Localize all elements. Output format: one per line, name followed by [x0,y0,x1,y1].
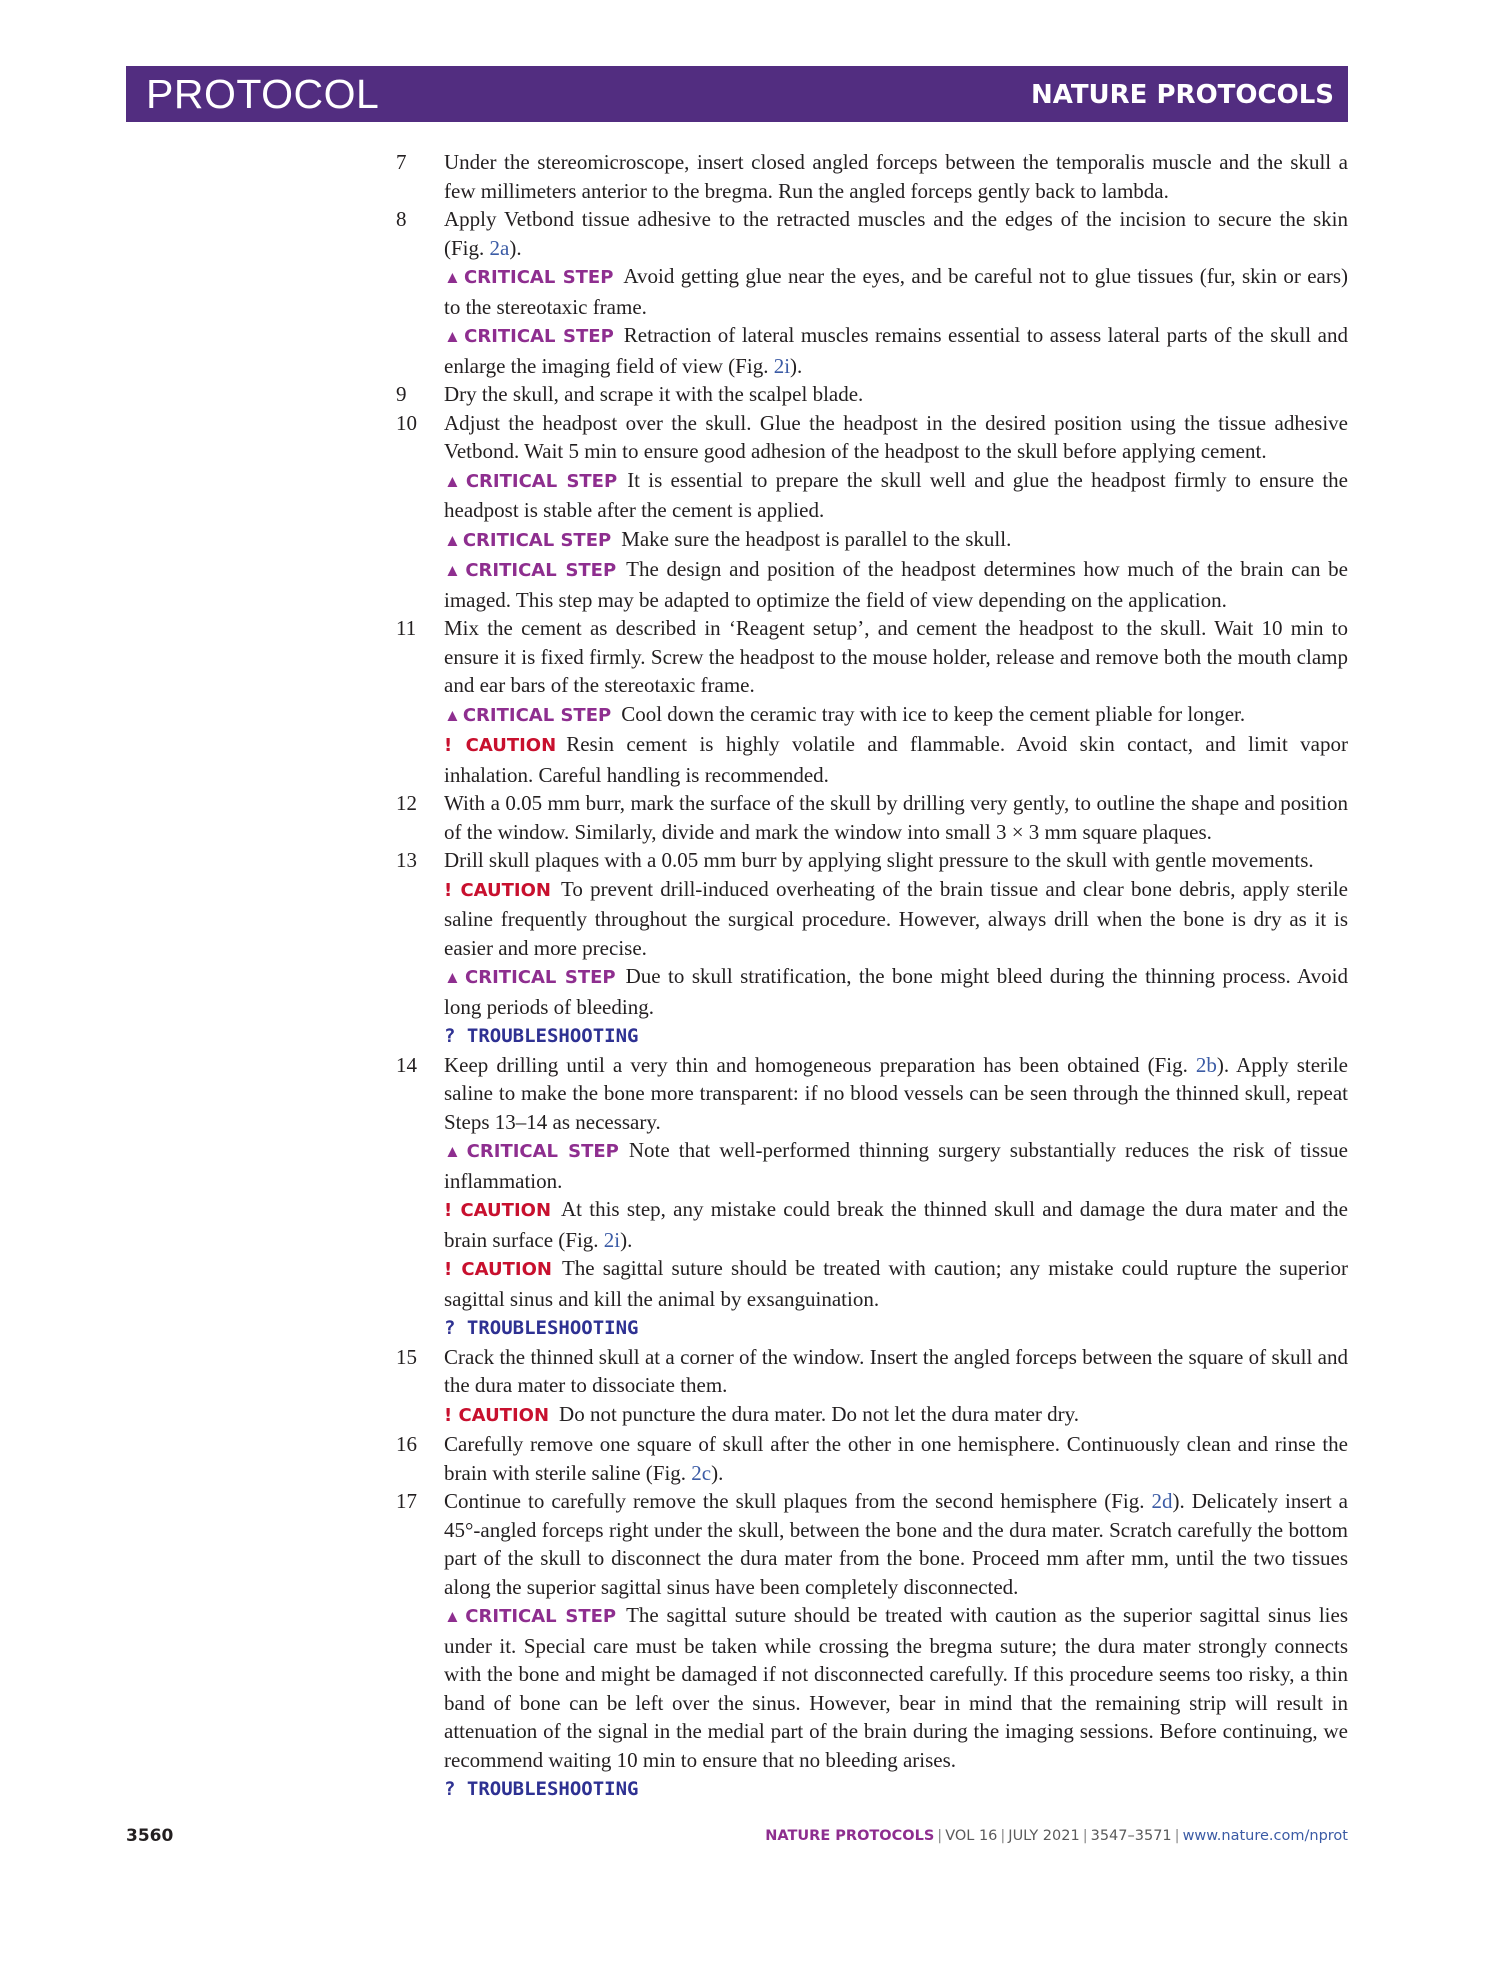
step-text: Drill skull plaques with a 0.05 mm burr by applying slight pressure to the skull with gentle movements. [444,848,1314,872]
note-text: Cool down the ceramic tray with ice to keep the cement pliable for longer. [621,701,1246,726]
step-text: Dry the skull, and scrape it with the scalpel blade. [444,382,864,406]
critical-step-note [444,1601,1348,1774]
note-text: Retraction of lateral muscles remains essential to assess lateral parts of the skull and enlarge the imaging field of view (Fig. [444,323,1348,378]
step-13 [396,846,1348,875]
step-text: Continue to carefully remove the skull plaques from the second hemisphere (Fig. [444,1489,1152,1513]
step-7 [396,148,1348,205]
step-8 [396,205,1348,262]
caution-label: ! CAUTION [444,1259,552,1280]
troubleshooting-link[interactable] [444,1021,1348,1051]
note-text: Do not puncture the dura mater. Do not let the dura mater dry. [559,1401,1080,1426]
figure-link[interactable]: 2i [773,353,791,378]
step-12 [396,789,1348,846]
note-text: At this step, any mistake could break the thinned skull and damage the dura mater and the brain surface (Fig. [444,1197,1348,1252]
caution-note [444,730,1348,789]
step-text: ). Apply sterile saline to make the bone more transparent: if no blood vessels can be seen through the thinned skull, repeat Steps 13–14 as necessary. [444,1052,1348,1134]
footer-date: JULY 2021 [1008,1828,1080,1844]
figure-link[interactable]: 2d [1151,1489,1173,1513]
caution-note [444,875,1348,963]
step-17 [396,1487,1348,1601]
critical-step-note [444,1136,1348,1195]
critical-step-label: CRITICAL STEP [463,267,614,288]
step-9 [396,380,1348,409]
critical-step-label: CRITICAL STEP [465,1606,617,1627]
step-text: ). [711,1460,724,1485]
journal-title: NATURE PROTOCOLS [1030,80,1334,110]
note-text: The sagittal suture should be treated with caution as the superior sagittal sinus lies under it. Special care must be taken while crossing the bregma suture; the dura mater strongly connects with the bone and might be damaged if not disconnected carefully. If this procedure seems too risky, a thin band of bone can be left over the sinus. However, bear in mind that the remaining strip will result in attenuation of the signal in the medial part of the brain during the imaging sessions. Before continuing, we recommend waiting 10 min to ensure that no bleeding arises. [444,1603,1348,1772]
note-text: It is essential to prepare the skull well and glue the headpost firmly to ensure the headpost is stable after the cement is applied. [444,467,1349,522]
critical-step-label: CRITICAL STEP [464,326,614,347]
triangle-icon: ▲ [444,1142,465,1161]
triangle-icon: ▲ [444,471,464,491]
note-text: Note that well-performed thinning surgery substantially reduces the risk of tissue inflammation. [444,1138,1348,1193]
note-text: The design and position of the headpost determines how much of the brain can be imaged. This step may be adapted to optimize the field of view depending on the application. [444,557,1349,612]
figure-link[interactable]: 2i [603,1227,621,1252]
triangle-icon: ▲ [444,327,463,346]
step-15 [396,1343,1348,1400]
critical-step-note [444,525,1348,556]
troubleshooting-label[interactable]: ? TROUBLESHOOTING [444,1778,639,1800]
critical-step-note [444,321,1348,380]
critical-step-label: CRITICAL STEP [462,704,612,726]
step-number: 8 [396,207,407,231]
step-text: With a 0.05 mm burr, mark the surface of the skull by drilling very gently, to outline the shape and position of the window. Similarly, divide and mark the window into small 3 × 3 mm square plaques. [444,791,1348,844]
step-text: Adjust the headpost over the skull. Glue the headpost in the desired position using the tissue adhesive Vetbond. Wait 5 min to ensure good adhesion of the headpost to the skull before applying cement. [444,410,1348,463]
step-number: 10 [396,410,417,435]
step-text: Keep drilling until a very thin and homogeneous preparation has been obtained (Fig. [444,1052,1196,1077]
step-number: 7 [396,150,407,174]
step-number: 15 [396,1344,417,1369]
note-text: To prevent drill-induced overheating of the brain tissue and clear bone debris, apply sterile saline frequently throughout the surgical procedure. However, always drill when the bone is dry as it is easier and more precise. [444,876,1348,960]
step-text: Mix the cement as described in ‘Reagent setup’, and cement the headpost to the skull. Wait 10 min to ensure it is fixed firmly. Screw the headpost to the mouse holder, release and remove both the mouth clamp and ear bars of the stereotaxic frame. [444,616,1348,697]
note-text: Avoid getting glue near the eyes, and be careful not to glue tissues (fur, skin or ears) to the stereotaxic frame. [444,264,1348,319]
footer-volume: VOL 16 [945,1828,998,1844]
critical-step-label: CRITICAL STEP [466,1141,619,1162]
section-title: PROTOCOL [146,71,380,117]
triangle-icon: ▲ [444,1607,464,1626]
step-number: 14 [396,1052,417,1077]
step-text: Under the stereomicroscope, insert closed angled forceps between the temporalis muscle and the skull a few millimeters anterior to the bregma. Run the angled forceps gently back to lambda. [444,150,1348,203]
protocol-steps [396,148,1348,1804]
figure-link[interactable]: 2c [691,1460,712,1485]
note-text: Make sure the headpost is parallel to the skull. [621,526,1012,551]
step-text: Crack the thinned skull at a corner of the window. Insert the angled forceps between the square of skull and the dura mater to dissociate them. [444,1344,1348,1397]
step-number: 11 [396,616,417,640]
footer-pages: 3547–3571 [1090,1828,1172,1844]
troubleshooting-link[interactable] [444,1313,1348,1343]
step-14 [396,1051,1348,1137]
step-11 [396,614,1348,700]
step-text: ). Delicately insert a 45°-angled forceps right under the skull, between the bone and the dura mater. Scratch carefully the bottom part of the skull to disconnect the dura mater from the bone. Proceed mm after mm, until the two tissues along the superior sagittal sinus have been completely disconnected. [444,1489,1348,1599]
footer-journal: NATURE PROTOCOLS [765,1828,935,1844]
triangle-icon: ▲ [444,530,461,550]
note-text: Due to skull stratification, the bone might bleed during the thinning process. Avoid long periods of bleeding. [444,964,1348,1019]
step-text: Apply Vetbond tissue adhesive to the retracted muscles and the edges of the incision to secure the skin (Fig. [444,207,1348,260]
critical-step-note [444,555,1348,614]
triangle-icon: ▲ [444,705,461,725]
figure-link[interactable]: 2a [489,235,510,260]
critical-step-label: CRITICAL STEP [465,560,617,581]
triangle-icon: ▲ [444,968,464,987]
critical-step-label: CRITICAL STEP [465,470,618,492]
footer-url-link[interactable]: www.nature.com/nprot [1182,1828,1348,1844]
step-10 [396,409,1348,466]
step-text: Carefully remove one square of skull after the other in one hemisphere. Continuously clean and rinse the brain with sterile saline (Fig. [444,1432,1348,1485]
critical-step-note [444,262,1348,321]
step-number: 13 [396,848,417,872]
caution-note [444,1254,1348,1313]
caution-label: ! CAUTION [444,879,551,901]
critical-step-note [444,700,1348,731]
triangle-icon: ▲ [444,561,464,580]
header-bar [126,66,1348,122]
figure-link[interactable]: 2b [1195,1052,1217,1077]
step-number: 12 [396,791,417,815]
note-text: ). [790,353,803,378]
critical-step-label: CRITICAL STEP [462,529,612,551]
critical-step-note [444,962,1348,1021]
troubleshooting-link[interactable] [444,1774,1348,1804]
caution-label: ! CAUTION [444,735,557,756]
critical-step-label: CRITICAL STEP [465,967,616,988]
caution-label: ! CAUTION [444,1200,552,1221]
step-16 [396,1430,1348,1487]
caution-label: ! CAUTION [444,1404,550,1426]
page-number: 3560 [126,1826,174,1846]
step-number: 17 [396,1489,417,1513]
triangle-icon: ▲ [444,268,462,287]
step-number: 16 [396,1432,417,1456]
caution-note [444,1400,1348,1431]
note-text: Resin cement is highly volatile and flammable. Avoid skin contact, and limit vapor inhalation. Careful handling is recommended. [444,732,1348,787]
troubleshooting-label[interactable]: ? TROUBLESHOOTING [444,1317,639,1339]
step-number: 9 [396,382,407,406]
note-text: ). [620,1227,633,1252]
troubleshooting-label[interactable]: ? TROUBLESHOOTING [444,1025,639,1047]
critical-step-note [444,466,1348,525]
note-text: The sagittal suture should be treated with caution; any mistake could rupture the superior sagittal sinus and kill the animal by exsanguination. [444,1256,1348,1311]
footer-citation: NATURE PROTOCOLS | VOL 16 | JULY 2021 | 3547–3571 | www.nature.com/nprot [765,1828,1348,1844]
step-text: ). [509,235,522,260]
caution-note [444,1195,1348,1254]
